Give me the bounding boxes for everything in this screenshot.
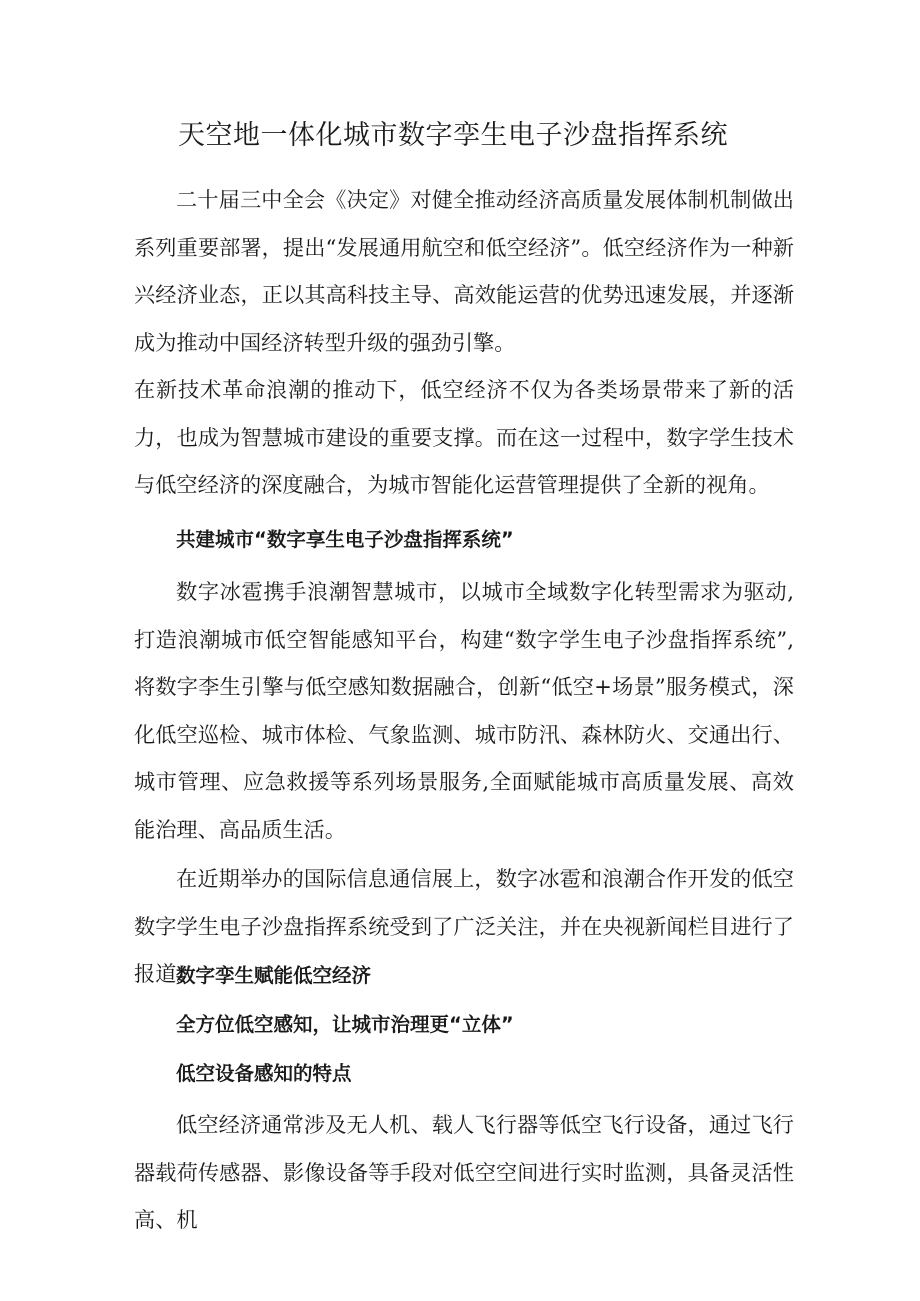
- section-heading-empower: 数字孪生赋能低空经济: [176, 964, 372, 987]
- paragraph-partnership: 数字冰雹携手浪潮智慧城市，以城市全域数字化转型需求为驱动,打造浪潮城市低空智能感知平台，构建“数字学生电子沙盘指挥系统”,将数字李生引擎与低空感知数据融合，创新“低空+场景”服务模式，深化低空巡检、城市体检、气象监测、城市防汛、森林防火、交通出行、城市管理、应急救援等系列场景服务,全面赋能城市高质量发展、高效能治理、高品质生活。: [134, 579, 794, 842]
- paragraph-low-altitude-devices: 低空经济通常涉及无人机、载人飞行器等低空飞行设备，通过飞行器载荷传感器、影像设备等手段对低空空间进行实时监测，具备灵活性高、机: [134, 1112, 794, 1232]
- document-title: 天空地一体化城市数字孪生电子沙盘指挥系统: [178, 120, 728, 151]
- section-heading-co-build: 共建城市“数字享生电子沙盘指挥系统”: [176, 528, 514, 551]
- section-heading-perception: 全方位低空感知，让城市治理更“立体”: [176, 1013, 514, 1036]
- paragraph-tech-revolution: 在新技术革命浪潮的推动下，低空经济不仅为各类场景带来了新的活力，也成为智慧城市建设的重要支撑。而在这一过程中，数字学生技术与低空经济的深度融合，为城市智能化运营管理提供了全新的视角。: [134, 377, 794, 497]
- paragraph-exhibition: 在近期举办的国际信息通信展上，数字冰雹和浪潮合作开发的低空数字学生电子沙盘指挥系统受到了广泛关注，并在央视新闻栏目进行了报道。: [134, 866, 794, 986]
- section-heading-features: 低空设备感知的特点: [176, 1062, 352, 1085]
- paragraph-intro: 二十届三中全会《决定》对健全推动经济高质量发展体制机制做出系列重要部署，提出“发展通用航空和低空经济”。低空经济作为一种新兴经济业态，正以其高科技主导、高效能运营的优势迅速发展，并逐渐成为推动中国经济转型升级的强劲引擎。: [134, 187, 794, 355]
